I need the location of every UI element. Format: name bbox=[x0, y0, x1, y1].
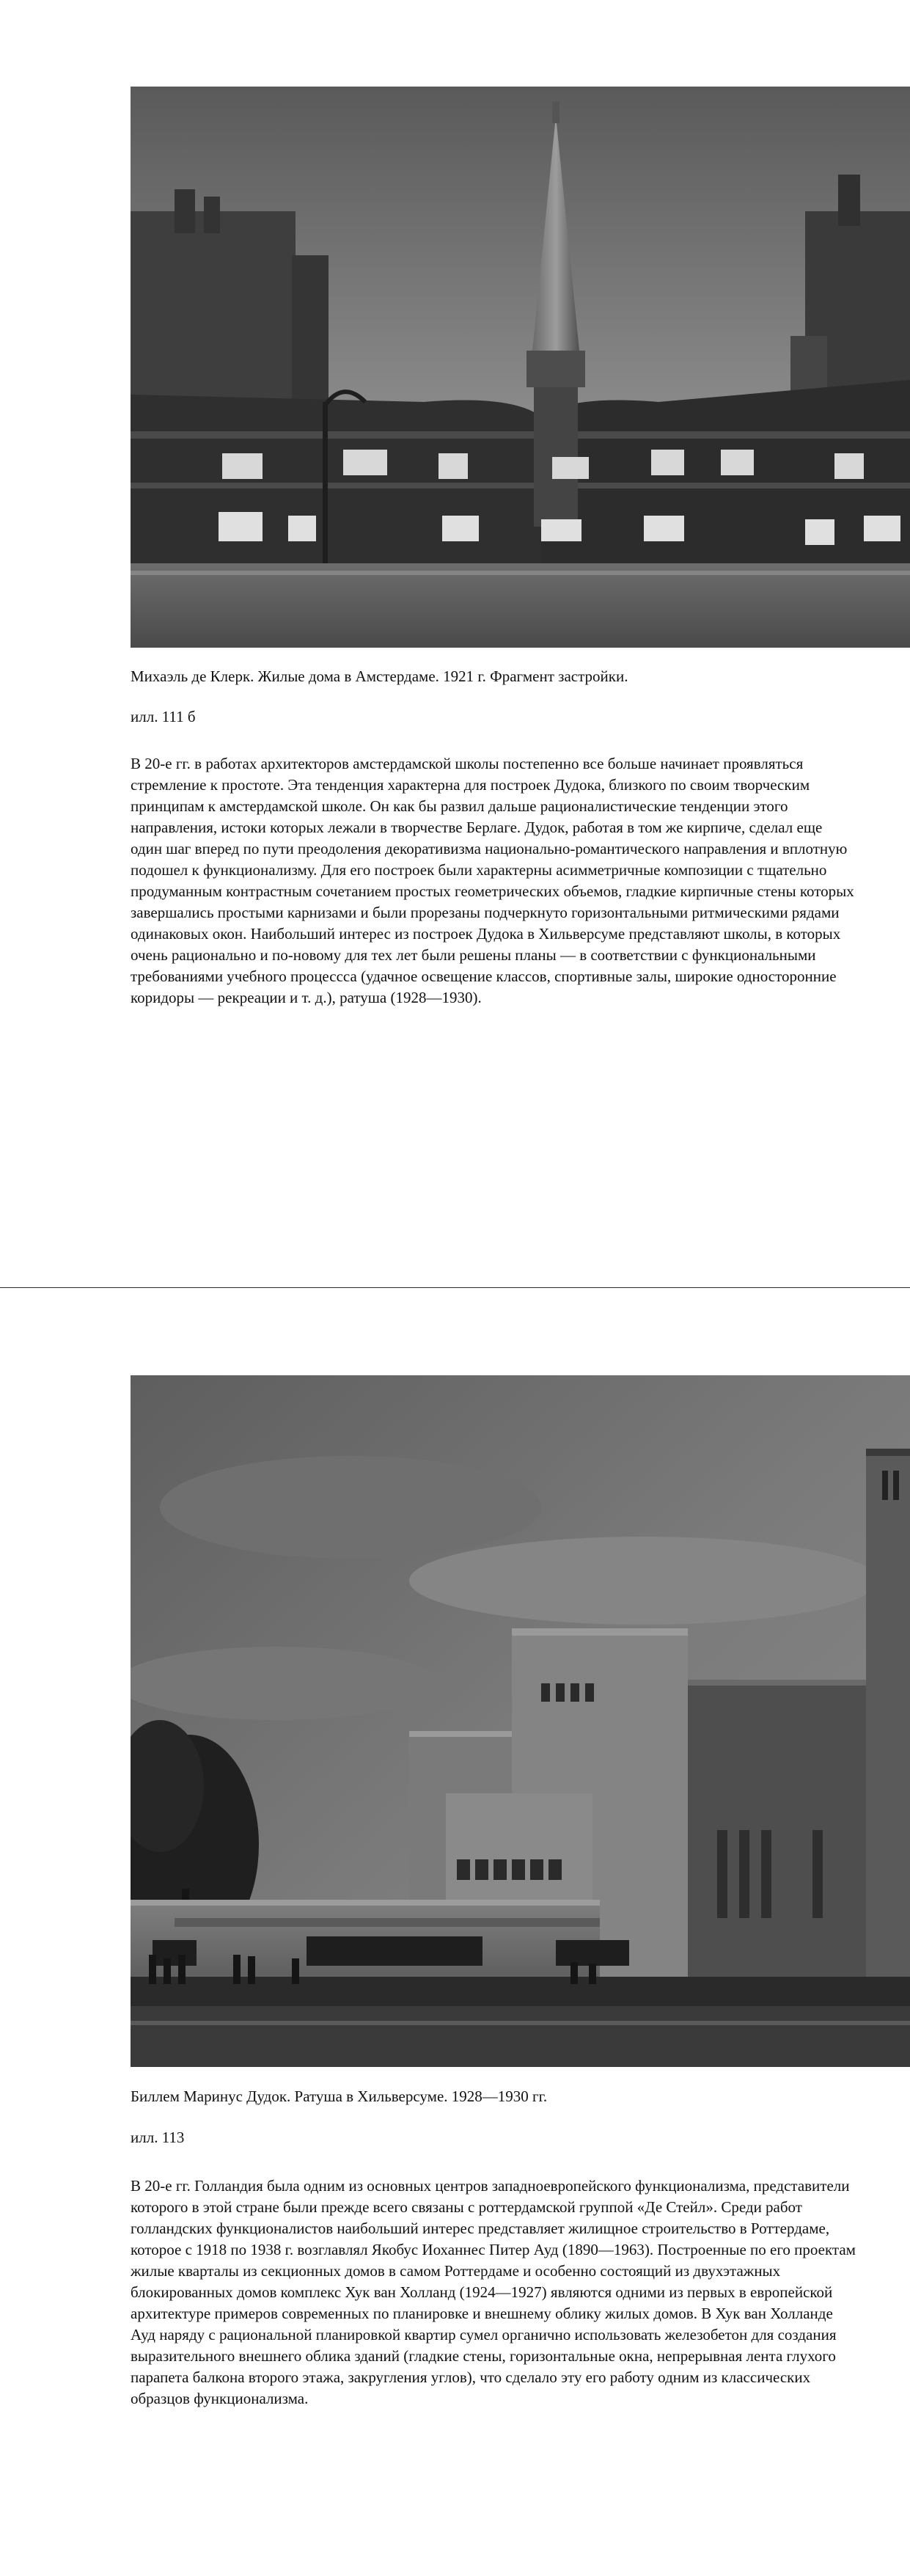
amsterdam-housing-illustration bbox=[131, 87, 910, 648]
photo-caption: Биллем Маринус Дудок. Ратуша в Хильверсуме. 1928—1930 гг. bbox=[131, 2087, 548, 2105]
body-paragraph: В 20-е гг. в работах архитекторов амстердамской школы постепенно все больше начинает проявляться стремление к простоте. Эта тенденция характерна для построек Дудока, близкого по своим творческим принципам к амстердамской школе. Он как бы развил дальше рационалистические тенденции этого направления, истоки которых лежали в творчестве Берлаге. Дудок, работая в том же кирпиче, сделал еще один шаг вперед по пути преодоления декоративизма национально-романтического направления и вплотную подошел к функционализму. Для его построек были характерны асимметричные композиции с тщательно продуманным контрастным сочетанием простых геометрических объемов, гладкие кирпичные стены которых завершались простыми карнизами и были прорезаны подчеркнуто горизонтальными ритмическими рядами одинаковых окон. Наибольший интерес из построек Дудока в Хильверсуме представляют школы, в которых очень рационально и по-новому для тех лет были решены планы — в соответствии с функциональными требованиями учебного процессса (удачное освещение классов, спортивные залы, широкие односторонние коридоры — рекреации и т. д.), ратуша (1928—1930). bbox=[131, 755, 854, 1006]
amsterdam-housing-photo bbox=[131, 87, 910, 648]
illustration-label: илл. 113 bbox=[131, 2129, 185, 2146]
page-2 bbox=[0, 1288, 910, 2576]
body-paragraph: В 20-е гг. Голландия была одним из основных центров западноевропейского функционализма, представители которого в этой стране были прежде всего связаны с роттердамской группой «Де Стейл». Среди работ голландских функционалистов наибольший интерес представляет жилищное строительство в Роттердаме, которое с 1918 по 1938 г. возглавлял Якобус Иоханнес Питер Ауд (1890—1963). Построенные по его проектам жилые кварталы из секционных домов в самом Роттердаме и особенно состоящий из двухэтажных блокированных домов комплекс Хук ван Холланд (1924—1927) являются одними из первых в европейской архитектуре примеров современных по планировке и внешнему облику жилых домов. В Хук ван Холланде Ауд наряду с рациональной планировкой квартир сумел органично использовать железобетон для создания выразительного внешнего облика зданий (гладкие стены, горизонтальные окна, непрерывная лента глухого парапета балкона второго этажа, закругления углов), что сделало эту его работу одним из классических образцов функционализма. bbox=[131, 2177, 856, 2407]
hilversum-town-hall-photo bbox=[131, 1375, 910, 2067]
hilversum-town-hall-illustration bbox=[131, 1375, 910, 2067]
illustration-label: илл. 111 б bbox=[131, 708, 196, 725]
photo-caption: Михаэль де Клерк. Жилые дома в Амстердаме. 1921 г. Фрагмент застройки. bbox=[131, 667, 628, 685]
